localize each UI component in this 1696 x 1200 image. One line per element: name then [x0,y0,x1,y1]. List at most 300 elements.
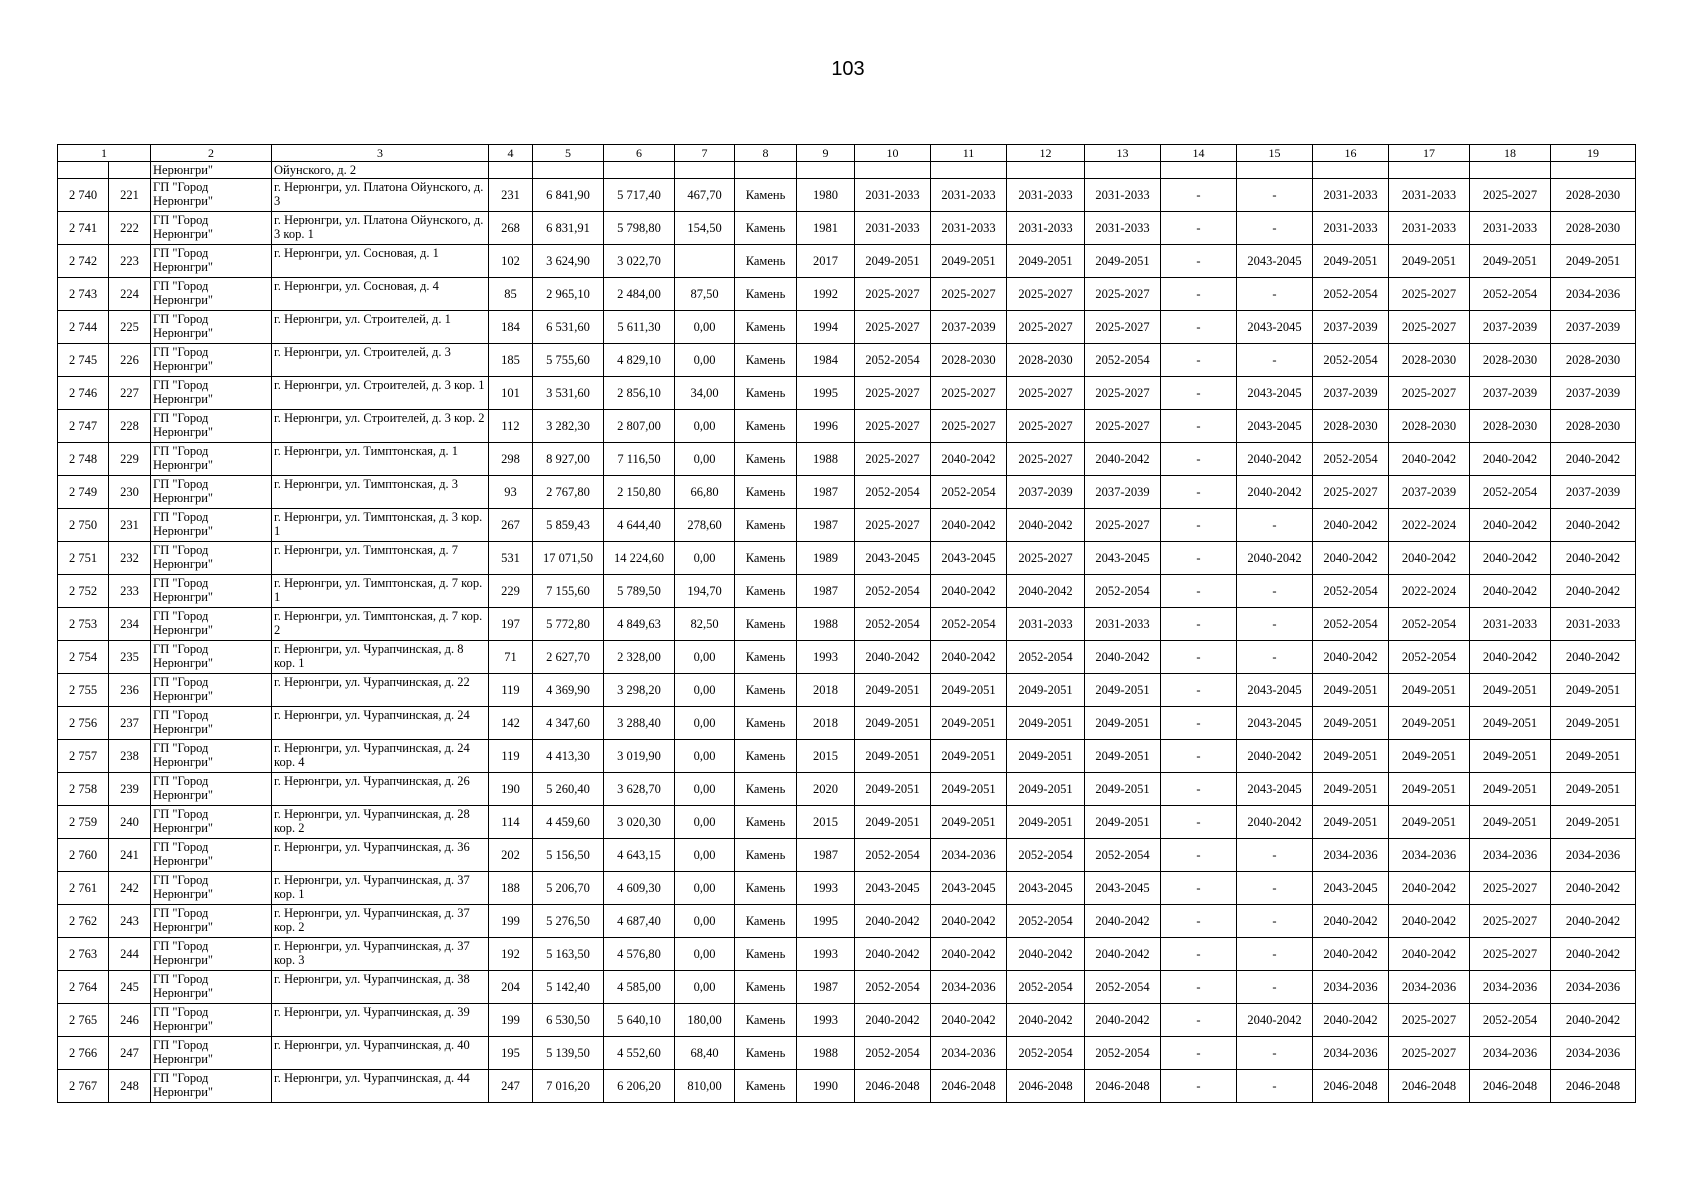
term-cell-15: 2043-2045 [1237,377,1313,410]
term-cell-12: 2049-2051 [1007,740,1085,773]
term-cell-18: 2046-2048 [1470,1070,1551,1103]
column-header: 18 [1470,145,1551,162]
column-header: 12 [1007,145,1085,162]
owner-cell: ГП "Город Нерюнгри" [151,311,272,344]
register-number-cell: 2 747 [58,410,109,443]
term-cell-16: 2031-2033 [1313,212,1389,245]
term-cell-15: 2043-2045 [1237,410,1313,443]
wall-material-cell: Камень [735,542,797,575]
term-cell-14: - [1161,938,1237,971]
owner-cell: ГП "Город Нерюнгри" [151,905,272,938]
item-number-cell: 234 [109,608,151,641]
term-cell-13: 2025-2027 [1085,278,1161,311]
year-built-cell: 1994 [797,311,855,344]
term-cell-11: 2040-2042 [931,575,1007,608]
table-row [58,311,1636,344]
nonresidential-area-cell: 0,00 [675,806,735,839]
term-cell-19: 2049-2051 [1551,707,1636,740]
term-cell-13: 2025-2027 [1085,377,1161,410]
term-cell-15: - [1237,344,1313,377]
term-cell-18: 2040-2042 [1470,509,1551,542]
register-number-cell: 2 763 [58,938,109,971]
term-cell-10: 2040-2042 [855,938,931,971]
living-area-cell: 4 576,80 [604,938,675,971]
nonresidential-area-cell: 0,00 [675,311,735,344]
wall-material-cell: Камень [735,740,797,773]
table-row [58,938,1636,971]
living-area-cell: 3 019,90 [604,740,675,773]
term-cell-18: 2049-2051 [1470,740,1551,773]
term-cell-17: 2049-2051 [1389,773,1470,806]
term-cell-15: 2040-2042 [1237,1004,1313,1037]
owner-cell: ГП "Город Нерюнгри" [151,509,272,542]
term-cell-19: 2040-2042 [1551,542,1636,575]
year-built-cell: 1993 [797,872,855,905]
residents-cell: 112 [489,410,533,443]
total-area-cell: 7 155,60 [533,575,604,608]
total-area-cell: 5 755,60 [533,344,604,377]
term-cell-13: 2049-2051 [1085,806,1161,839]
term-cell-10: 2043-2045 [855,872,931,905]
term-cell-18: 2040-2042 [1470,443,1551,476]
term-cell-15: 2040-2042 [1237,443,1313,476]
residents-cell: 184 [489,311,533,344]
term-cell-15: 2040-2042 [1237,806,1313,839]
term-cell-15: 2043-2045 [1237,245,1313,278]
term-cell-10: 2031-2033 [855,212,931,245]
item-number-cell: 229 [109,443,151,476]
total-area-cell: 17 071,50 [533,542,604,575]
column-number-header-row [58,145,1636,162]
term-cell-13: 2040-2042 [1085,1004,1161,1037]
address-cell: г. Нерюнгри, ул. Чурапчинская, д. 37 кор. 2 [272,905,489,938]
term-cell-12: 2025-2027 [1007,311,1085,344]
term-cell-14: - [1161,872,1237,905]
register-number-cell: 2 759 [58,806,109,839]
term-cell-10: 2043-2045 [855,542,931,575]
wall-material-cell: Камень [735,212,797,245]
term-cell-16: 2034-2036 [1313,971,1389,1004]
year-built-cell: 1987 [797,575,855,608]
term-cell-11: 2049-2051 [931,707,1007,740]
year-built-cell: 1988 [797,443,855,476]
table-row [58,674,1636,707]
year-built-cell: 1987 [797,971,855,1004]
column-header: 8 [735,145,797,162]
term-cell-19: 2031-2033 [1551,608,1636,641]
column-header: 9 [797,145,855,162]
term-cell-13: 2043-2045 [1085,872,1161,905]
term-cell-19: 2040-2042 [1551,1004,1636,1037]
nonresidential-area-cell: 0,00 [675,740,735,773]
register-number-cell: 2 750 [58,509,109,542]
term-cell-17: 2025-2027 [1389,311,1470,344]
term-cell-17: 2049-2051 [1389,245,1470,278]
wall-material-cell: Камень [735,641,797,674]
term-cell-16: 2040-2042 [1313,641,1389,674]
term-cell-17: 2031-2033 [1389,212,1470,245]
address-cell: г. Нерюнгри, ул. Чурапчинская, д. 22 [272,674,489,707]
nonresidential-area-cell: 810,00 [675,1070,735,1103]
term-cell-14: - [1161,641,1237,674]
register-number-cell: 2 756 [58,707,109,740]
living-area-cell: 3 022,70 [604,245,675,278]
column-header: 3 [272,145,489,162]
year-built-cell: 1990 [797,1070,855,1103]
term-cell-10: 2040-2042 [855,905,931,938]
year-built-cell: 1996 [797,410,855,443]
item-number-cell: 243 [109,905,151,938]
term-cell-11: 2040-2042 [931,1004,1007,1037]
table-row [58,608,1636,641]
address-cell: г. Нерюнгри, ул. Чурапчинская, д. 24 кор. 4 [272,740,489,773]
wall-material-cell: Камень [735,344,797,377]
term-cell-18: 2052-2054 [1470,1004,1551,1037]
living-area-cell: 2 484,00 [604,278,675,311]
living-area-cell: 4 585,00 [604,971,675,1004]
term-cell-10: 2049-2051 [855,707,931,740]
term-cell-11: 2025-2027 [931,377,1007,410]
residents-cell: 85 [489,278,533,311]
term-cell-13: 2031-2033 [1085,179,1161,212]
nonresidential-area-cell: 180,00 [675,1004,735,1037]
living-area-cell: 4 849,63 [604,608,675,641]
term-cell-17: 2025-2027 [1389,1037,1470,1070]
term-cell-12: 2049-2051 [1007,245,1085,278]
term-cell-11: 2046-2048 [931,1070,1007,1103]
table-row [58,212,1636,245]
year-built-cell: 1981 [797,212,855,245]
term-cell-11: 2043-2045 [931,542,1007,575]
term-cell-18: 2052-2054 [1470,278,1551,311]
wall-material-cell: Камень [735,1037,797,1070]
residents-cell: 197 [489,608,533,641]
term-cell-16: 2052-2054 [1313,443,1389,476]
term-cell-10: 2049-2051 [855,674,931,707]
term-cell-16: 2040-2042 [1313,542,1389,575]
term-cell-19: 2028-2030 [1551,212,1636,245]
term-cell-17: 2052-2054 [1389,641,1470,674]
year-built-cell: 1984 [797,344,855,377]
item-number-cell: 237 [109,707,151,740]
residents-cell: 71 [489,641,533,674]
table-row [58,410,1636,443]
table-cell [1551,162,1636,179]
term-cell-15: - [1237,608,1313,641]
living-area-cell: 5 798,80 [604,212,675,245]
register-number-cell: 2 761 [58,872,109,905]
term-cell-10: 2040-2042 [855,1004,931,1037]
term-cell-17: 2034-2036 [1389,839,1470,872]
term-cell-17: 2025-2027 [1389,377,1470,410]
owner-cell: ГП "Город Нерюнгри" [151,245,272,278]
column-header: 14 [1161,145,1237,162]
term-cell-11: 2034-2036 [931,971,1007,1004]
column-header: 16 [1313,145,1389,162]
residents-cell: 101 [489,377,533,410]
term-cell-14: - [1161,575,1237,608]
total-area-cell: 5 156,50 [533,839,604,872]
table-cell [855,162,931,179]
term-cell-17: 2028-2030 [1389,410,1470,443]
address-cell: г. Нерюнгри, ул. Чурапчинская, д. 38 [272,971,489,1004]
term-cell-15: 2043-2045 [1237,707,1313,740]
term-cell-11: 2034-2036 [931,1037,1007,1070]
term-cell-10: 2025-2027 [855,278,931,311]
nonresidential-area-cell: 0,00 [675,641,735,674]
residents-cell: 185 [489,344,533,377]
term-cell-16: 2040-2042 [1313,509,1389,542]
table-cell [489,162,533,179]
term-cell-18: 2031-2033 [1470,608,1551,641]
term-cell-19: 2040-2042 [1551,872,1636,905]
living-area-cell: 2 150,80 [604,476,675,509]
term-cell-19: 2028-2030 [1551,344,1636,377]
address-cell: г. Нерюнгри, ул. Чурапчинская, д. 39 [272,1004,489,1037]
term-cell-11: 2037-2039 [931,311,1007,344]
term-cell-10: 2040-2042 [855,641,931,674]
term-cell-10: 2025-2027 [855,509,931,542]
owner-cell: ГП "Город Нерюнгри" [151,377,272,410]
continued-row [58,162,1636,179]
term-cell-18: 2052-2054 [1470,476,1551,509]
address-cell: г. Нерюнгри, ул. Тимптонская, д. 1 [272,443,489,476]
term-cell-19: 2049-2051 [1551,773,1636,806]
register-number-cell: 2 746 [58,377,109,410]
residents-cell: 102 [489,245,533,278]
year-built-cell: 1995 [797,905,855,938]
address-cell: Ойунского, д. 2 [272,162,489,179]
term-cell-14: - [1161,278,1237,311]
table-cell [109,162,151,179]
term-cell-12: 2049-2051 [1007,773,1085,806]
nonresidential-area-cell: 0,00 [675,443,735,476]
year-built-cell: 2018 [797,674,855,707]
owner-cell: ГП "Город Нерюнгри" [151,872,272,905]
total-area-cell: 5 772,80 [533,608,604,641]
nonresidential-area-cell: 0,00 [675,773,735,806]
term-cell-16: 2031-2033 [1313,179,1389,212]
term-cell-19: 2049-2051 [1551,674,1636,707]
register-number-cell: 2 743 [58,278,109,311]
owner-cell: ГП "Город Нерюнгри" [151,278,272,311]
item-number-cell: 235 [109,641,151,674]
total-area-cell: 6 531,60 [533,311,604,344]
term-cell-13: 2052-2054 [1085,575,1161,608]
wall-material-cell: Камень [735,608,797,641]
address-cell: г. Нерюнгри, ул. Строителей, д. 3 кор. 1 [272,377,489,410]
table-row [58,476,1636,509]
residents-cell: 195 [489,1037,533,1070]
year-built-cell: 1995 [797,377,855,410]
living-area-cell: 5 611,30 [604,311,675,344]
year-built-cell: 1989 [797,542,855,575]
table-cell [1007,162,1085,179]
term-cell-11: 2052-2054 [931,608,1007,641]
wall-material-cell: Камень [735,971,797,1004]
term-cell-13: 2049-2051 [1085,773,1161,806]
address-cell: г. Нерюнгри, ул. Чурапчинская, д. 36 [272,839,489,872]
table-row [58,872,1636,905]
residents-cell: 202 [489,839,533,872]
term-cell-15: - [1237,839,1313,872]
term-cell-14: - [1161,410,1237,443]
total-area-cell: 6 841,90 [533,179,604,212]
term-cell-18: 2025-2027 [1470,179,1551,212]
living-area-cell: 7 116,50 [604,443,675,476]
term-cell-16: 2049-2051 [1313,707,1389,740]
table-row [58,575,1636,608]
term-cell-17: 2025-2027 [1389,278,1470,311]
term-cell-10: 2049-2051 [855,740,931,773]
table-row [58,905,1636,938]
term-cell-14: - [1161,740,1237,773]
table-row [58,377,1636,410]
year-built-cell: 1992 [797,278,855,311]
address-cell: г. Нерюнгри, ул. Строителей, д. 3 кор. 2 [272,410,489,443]
term-cell-16: 2046-2048 [1313,1070,1389,1103]
item-number-cell: 225 [109,311,151,344]
table-cell [1389,162,1470,179]
term-cell-18: 2049-2051 [1470,773,1551,806]
term-cell-14: - [1161,1004,1237,1037]
housing-register-table [57,144,1636,1103]
table-cell [58,162,109,179]
term-cell-15: - [1237,575,1313,608]
term-cell-18: 2025-2027 [1470,872,1551,905]
owner-cell: ГП "Город Нерюнгри" [151,575,272,608]
item-number-cell: 246 [109,1004,151,1037]
term-cell-12: 2049-2051 [1007,707,1085,740]
address-cell: г. Нерюнгри, ул. Чурапчинская, д. 8 кор. 1 [272,641,489,674]
register-number-cell: 2 744 [58,311,109,344]
term-cell-17: 2049-2051 [1389,740,1470,773]
total-area-cell: 4 347,60 [533,707,604,740]
owner-cell: ГП "Город Нерюнгри" [151,542,272,575]
term-cell-18: 2031-2033 [1470,212,1551,245]
table-row [58,509,1636,542]
owner-cell: ГП "Город Нерюнгри" [151,608,272,641]
term-cell-12: 2037-2039 [1007,476,1085,509]
table-row [58,1004,1636,1037]
term-cell-18: 2025-2027 [1470,905,1551,938]
register-number-cell: 2 740 [58,179,109,212]
term-cell-12: 2031-2033 [1007,608,1085,641]
total-area-cell: 5 206,70 [533,872,604,905]
living-area-cell: 4 609,30 [604,872,675,905]
term-cell-14: - [1161,773,1237,806]
year-built-cell: 2020 [797,773,855,806]
term-cell-15: - [1237,971,1313,1004]
term-cell-12: 2040-2042 [1007,575,1085,608]
term-cell-12: 2052-2054 [1007,1037,1085,1070]
term-cell-11: 2025-2027 [931,278,1007,311]
total-area-cell: 8 927,00 [533,443,604,476]
term-cell-11: 2049-2051 [931,773,1007,806]
wall-material-cell: Камень [735,707,797,740]
item-number-cell: 223 [109,245,151,278]
wall-material-cell: Камень [735,377,797,410]
wall-material-cell: Камень [735,938,797,971]
term-cell-15: 2043-2045 [1237,674,1313,707]
term-cell-16: 2049-2051 [1313,740,1389,773]
term-cell-15: - [1237,938,1313,971]
total-area-cell: 2 627,70 [533,641,604,674]
term-cell-18: 2040-2042 [1470,542,1551,575]
term-cell-13: 2031-2033 [1085,608,1161,641]
term-cell-14: - [1161,1037,1237,1070]
table-cell [735,162,797,179]
owner-cell: ГП "Город Нерюнгри" [151,674,272,707]
term-cell-10: 2052-2054 [855,971,931,1004]
term-cell-13: 2025-2027 [1085,509,1161,542]
table-row [58,1070,1636,1103]
term-cell-13: 2049-2051 [1085,674,1161,707]
table-row [58,245,1636,278]
term-cell-13: 2037-2039 [1085,476,1161,509]
term-cell-15: 2043-2045 [1237,773,1313,806]
term-cell-18: 2037-2039 [1470,377,1551,410]
table-row [58,542,1636,575]
term-cell-19: 2040-2042 [1551,938,1636,971]
term-cell-13: 2052-2054 [1085,971,1161,1004]
term-cell-18: 2025-2027 [1470,938,1551,971]
wall-material-cell: Камень [735,1070,797,1103]
column-header: 5 [533,145,604,162]
wall-material-cell: Камень [735,575,797,608]
living-area-cell: 2 328,00 [604,641,675,674]
term-cell-10: 2049-2051 [855,806,931,839]
term-cell-11: 2040-2042 [931,641,1007,674]
column-header: 7 [675,145,735,162]
table-row [58,740,1636,773]
residents-cell: 231 [489,179,533,212]
term-cell-13: 2025-2027 [1085,410,1161,443]
residents-cell: 142 [489,707,533,740]
column-header: 19 [1551,145,1636,162]
term-cell-15: - [1237,278,1313,311]
register-number-cell: 2 748 [58,443,109,476]
term-cell-18: 2049-2051 [1470,245,1551,278]
wall-material-cell: Камень [735,443,797,476]
term-cell-19: 2034-2036 [1551,1037,1636,1070]
table-row [58,1037,1636,1070]
nonresidential-area-cell: 0,00 [675,971,735,1004]
term-cell-19: 2028-2030 [1551,179,1636,212]
address-cell: г. Нерюнгри, ул. Строителей, д. 1 [272,311,489,344]
term-cell-16: 2052-2054 [1313,278,1389,311]
year-built-cell: 1993 [797,641,855,674]
term-cell-14: - [1161,707,1237,740]
term-cell-14: - [1161,905,1237,938]
nonresidential-area-cell: 0,00 [675,905,735,938]
term-cell-12: 2049-2051 [1007,674,1085,707]
residents-cell: 119 [489,674,533,707]
total-area-cell: 3 531,60 [533,377,604,410]
nonresidential-area-cell: 0,00 [675,410,735,443]
total-area-cell: 3 624,90 [533,245,604,278]
item-number-cell: 233 [109,575,151,608]
term-cell-11: 2028-2030 [931,344,1007,377]
table-cell [931,162,1007,179]
register-number-cell: 2 757 [58,740,109,773]
term-cell-17: 2040-2042 [1389,443,1470,476]
term-cell-11: 2025-2027 [931,410,1007,443]
item-number-cell: 242 [109,872,151,905]
term-cell-19: 2037-2039 [1551,311,1636,344]
wall-material-cell: Камень [735,410,797,443]
nonresidential-area-cell: 87,50 [675,278,735,311]
